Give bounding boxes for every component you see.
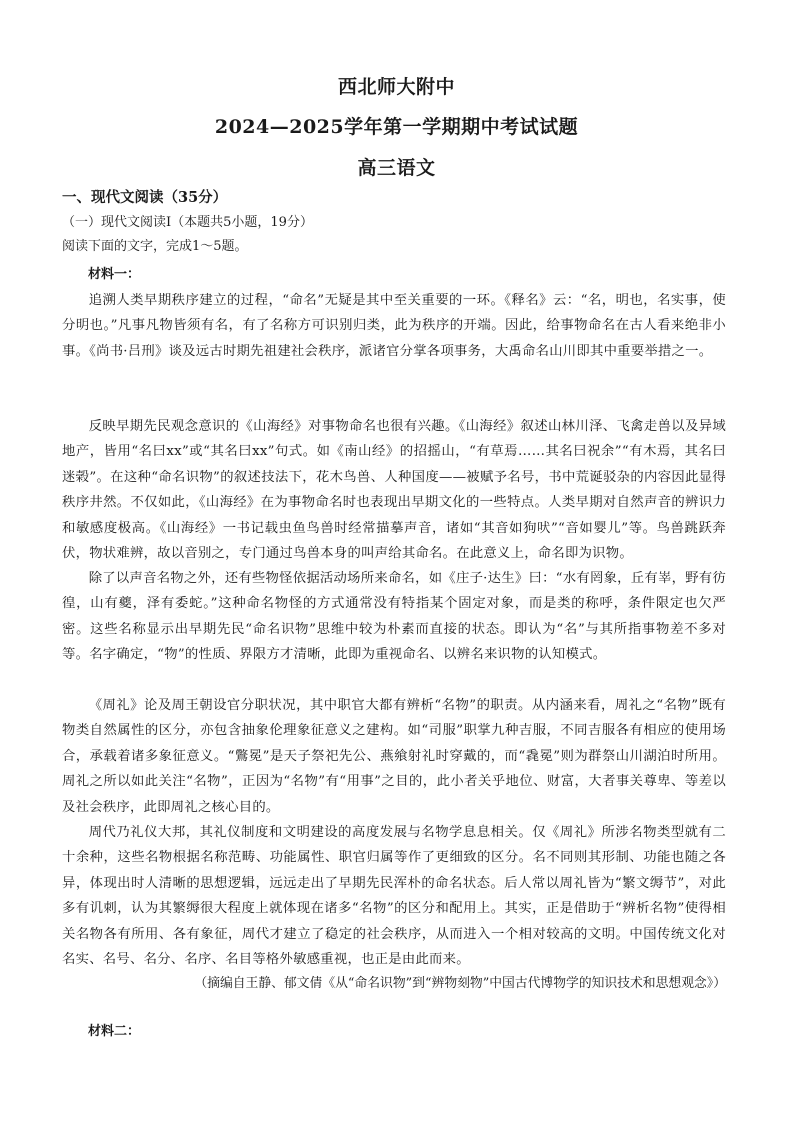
paragraph: 反映早期先民观念意识的《山海经》对事物命名也很有兴趣。《山海经》叙述山林川泽、飞禽走兽以及异域地产，皆用“名曰xx”或“其名曰xx”句式。如《南山经》的招摇山，“有草焉……其名曰祝余”“有木焉，其名曰迷榖”。在这种“命名识物”的叙述技法下，花木鸟兽、人种国度——被赋予名号，书中荒诞驳杂的内容因此显得秩序井然。不仅如此，《山海经》在为事物命名时也表现出早期文化的一些特点。人类早期对自然声音的辨识力和敏感度极高。《山海经》一书记载虫鱼鸟兽时经常描摹声音，诸如“其音如狗吠”“音如婴儿”等。鸟兽跳跃奔伏，物状难辨，故以音别之，专门通过鸟兽本身的叫声给其命名。在此意义上，命名即为识物。 <box>62 419 726 562</box>
paragraph: 除了以声音名物之外，还有些物怪依据活动场所来命名，如《庄子·达生》曰：“水有罔象，丘有峷，野有彷徨，山有夔，泽有委蛇。”这种命名物怪的方式通常没有特指某个固定对象，而是类的称呼，条件限定也欠严密。这些名称显示出早期先民“命名识物”思维中较为朴素而直接的状态。即认为“名”与其所指事物差不多对等。名字确定，“物”的性质、界限方才清晰，此即为重视命名、以辨名来识物的认知模式。 <box>62 571 726 663</box>
exam-title: 2024—2025学年第一学期期中考试试题 <box>214 116 579 138</box>
school-name: 西北师大附中 <box>337 76 455 98</box>
section-heading: 一、现代文阅读（35分） <box>62 189 228 206</box>
paragraph: 追溯人类早期秩序建立的过程，“命名”无疑是其中至关重要的一环。《释名》云：“名，明也，名实事，使分明也。”凡事凡物皆须有名，有了名称方可识别归类，此为秩序的开端。因此，给事物命名在古人看来绝非小事。《尚书·吕刑》谈及远古时期先祖建社会秩序，派诸官分掌各项事务，大禹命名山川即其中重要举措之一。 <box>62 293 726 359</box>
source-citation: （摘编自王静、郁文倩《从“命名识物”到“辨物刻物”中国古代博物学的知识技术和思想观念》） <box>194 976 726 991</box>
paragraph: 周代乃礼仪大邦，其礼仪制度和文明建设的高度发展与名物学息息相关。仅《周礼》所涉名物类型就有二十余种，这些名物根据名称范畴、功能属性、职官归属等作了更细致的区分。名不同则其形制、功能也随之各异，体现出时人清晰的思想逻辑，远远走出了早期先民浑朴的命名状态。后人常以周礼皆为“繁文缛节”，对此多有讥刺，认为其繁缛很大程度上就体现在诸多“名物”的区分和配用上。其实，正是借助于“辨析名物”使得相关名物各有所用、各有象征，周代才建立了稳定的社会秩序，从而进入一个相对较高的文明。中国传统文化对名实、名号、名分、名序、名目等格外敏感重视，也正是由此而来。 <box>62 825 726 968</box>
paragraph: 《周礼》论及周王朝设官分职状况，其中职官大都有辨析“名物”的职责。从内涵来看，周礼之“名物”既有物类自然属性的区分，亦包含抽象伦理象征意义之建构。如“司服”职掌九种吉服，不同吉服各有相应的使用场合，承载着诸多象征意义。“鷩冕”是天子祭祀先公、燕飨射礼时穿戴的，而“毳冕”则为群祭山川湖泊时所用。周礼之所以如此关注“名物”，正因为“名物”有“用事”之目的，此小者关乎地位、财富，大者事关尊卑、等差以及社会秩序，此即周礼之核心目的。 <box>62 698 726 815</box>
section-sub-heading: （一）现代文阅读Ⅰ（本题共5小题，19分） <box>62 215 313 230</box>
material-two-label: 材料二： <box>88 1024 141 1039</box>
subject-title: 高三语文 <box>357 157 436 179</box>
material-one-label: 材料一： <box>88 267 141 282</box>
section-instruction: 阅读下面的文字，完成1～5题。 <box>62 239 248 254</box>
